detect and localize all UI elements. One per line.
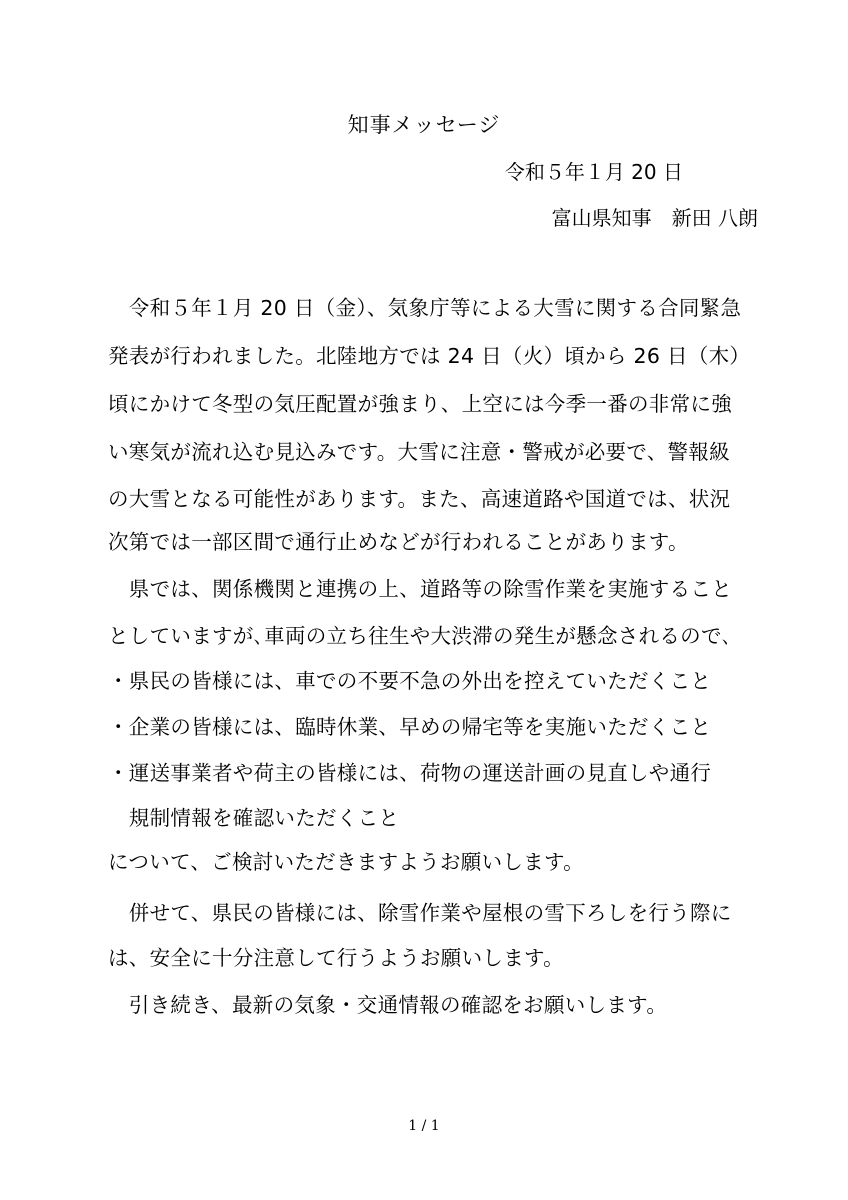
page-number: 1 / 1 bbox=[408, 1118, 440, 1134]
document-title: 知事メッセージ bbox=[347, 113, 501, 137]
body-line: 引き続き、最新の気象・交通情報の確認をお願いします。 bbox=[108, 993, 668, 1017]
bullet-line: 規制情報を確認いただくこと bbox=[108, 806, 400, 830]
body-line: 頃にかけて冬型の気圧配置が強まり、上空には今季一番の非常に強 bbox=[108, 392, 732, 416]
bullet-line: ・県民の皆様には、車での不要不急の外出を控えていただくこと bbox=[108, 669, 712, 693]
body-line: の大雪となる可能性があります。また、高速道路や国道では、状況 bbox=[108, 487, 731, 511]
body-line: について、ご検討いただきますようお願いします。 bbox=[108, 850, 584, 874]
body-line: は、安全に十分注意して行うようお願いします。 bbox=[108, 946, 564, 970]
bullet-line: ・運送事業者や荷主の皆様には、荷物の運送計画の見直しや通行 bbox=[108, 761, 712, 785]
document-date: 令和５年１月 20 日 bbox=[504, 160, 683, 184]
body-line: 発表が行われました。北陸地方では 24 日（火）頃から 26 日（木） bbox=[108, 344, 751, 368]
body-line: 県では、関係機関と連携の上、道路等の除雪作業を実施すること bbox=[108, 577, 732, 601]
document-author: 富山県知事 新田 八朗 bbox=[551, 206, 758, 230]
body-line: 次第では一部区間で通行止めなどが行われることがあります。 bbox=[108, 530, 689, 554]
bullet-line: ・企業の皆様には、臨時休業、早めの帰宅等を実施いただくこと bbox=[108, 715, 712, 739]
body-line: 令和５年１月 20 日（金）、気象庁等による大雪に関する合同緊急 bbox=[108, 296, 742, 320]
body-line: としていますが､車両の立ち往生や大渋滞の発生が懸念されるので､ bbox=[108, 624, 733, 648]
body-line: 併せて、県民の皆様には、除雪作業や屋根の雪下ろしを行う際に bbox=[108, 901, 732, 925]
body-line: い寒気が流れ込む見込みです。大雪に注意・警戒が必要で、警報級 bbox=[108, 440, 730, 464]
